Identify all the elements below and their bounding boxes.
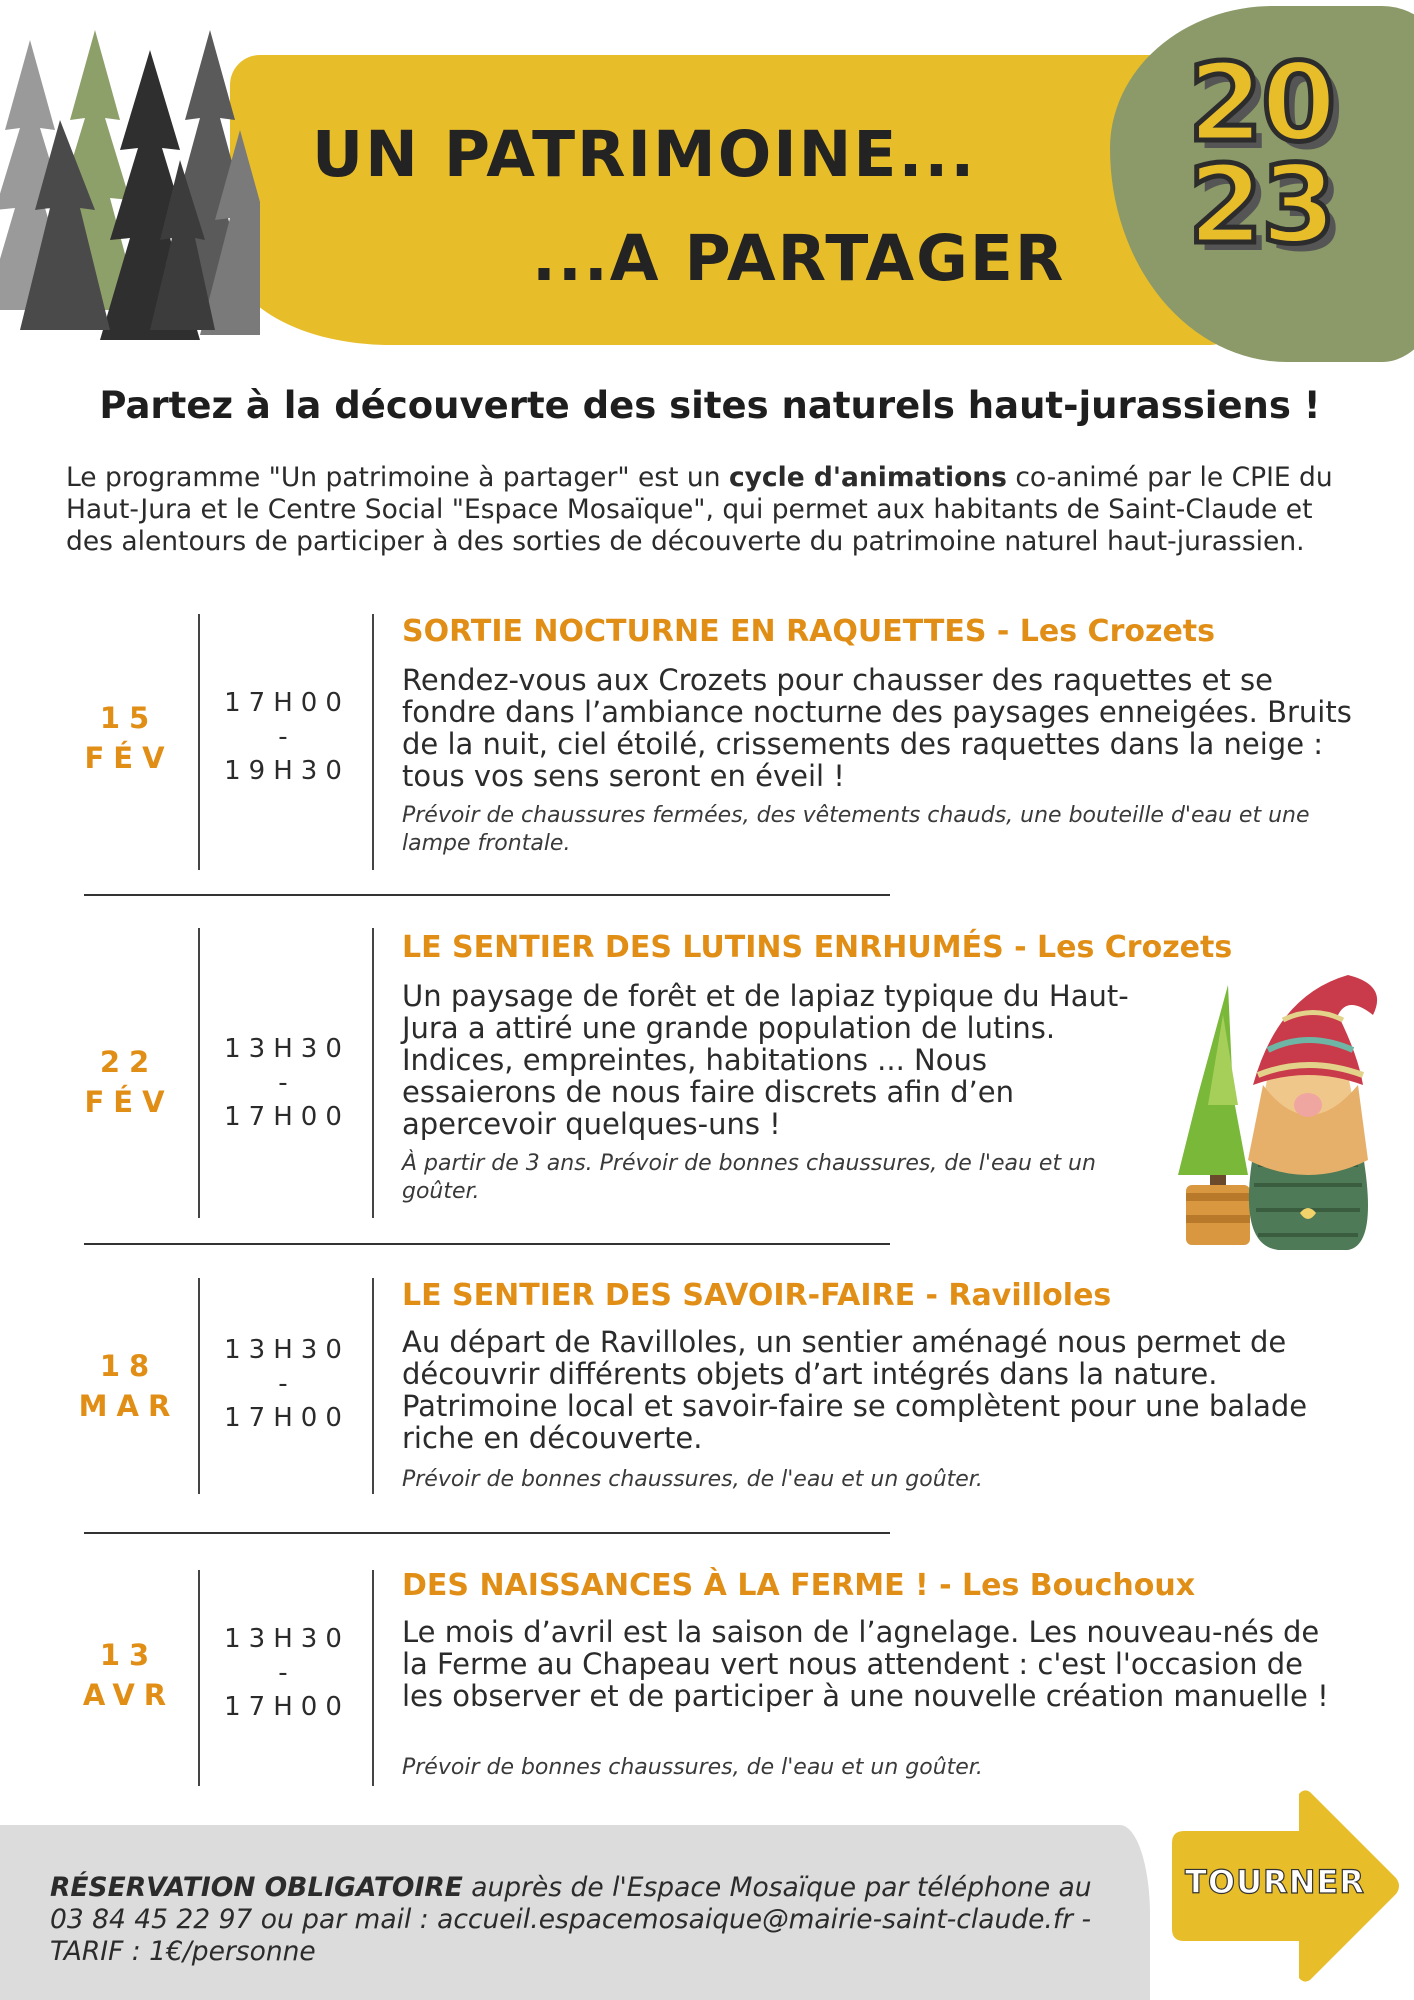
event-time	[212, 686, 362, 788]
separator	[84, 1243, 890, 1245]
year-top: 20	[1188, 41, 1335, 166]
event-note: À partir de 3 ans. Prévoir de bonnes chaussures, de l'eau et un goûter.	[402, 1151, 1096, 1204]
tree-icon	[0, 30, 260, 340]
event-date	[64, 1635, 194, 1715]
event-note: Prévoir de chaussures fermées, des vêtements chauds, une bouteille d'eau et une lampe frontale.	[402, 803, 1310, 856]
event-month: MAR	[78, 1389, 180, 1423]
divider	[198, 928, 200, 1218]
event-time	[212, 1333, 362, 1435]
reservation-info	[50, 1872, 1130, 1968]
page-title-line-2: ...A PARTAGER	[532, 222, 1066, 295]
intro-text-bold: cycle d'animations	[728, 462, 1007, 493]
event-description: Au départ de Ravilloles, un sentier aménagé nous permet de découvrir différents objets d’art intégrés dans la nature. Patrimoine local et savoir-faire se complètent pour une balade riche en découverte.	[402, 1325, 1308, 1455]
event-day: 18	[99, 1349, 159, 1383]
event-end-time: 17H00	[224, 1102, 350, 1132]
divider	[372, 928, 374, 1218]
event-date	[64, 698, 194, 778]
turn-page-button[interactable]: TOURNER	[1185, 1863, 1365, 1901]
event-title: LE SENTIER DES LUTINS ENRHUMÉS - Les Crozets	[402, 930, 1233, 965]
event-date	[64, 1346, 194, 1426]
intro-text-start: Le programme "Un patrimoine à partager" est un	[66, 462, 729, 493]
subtitle: Partez à la découverte des sites naturels haut-jurassiens !	[99, 384, 1321, 427]
fir-trees-illustration	[0, 10, 260, 345]
gnome-icon	[1178, 975, 1377, 1250]
reservation-label: RÉSERVATION OBLIGATOIRE	[50, 1872, 463, 1903]
event-date	[64, 1042, 194, 1122]
event-time	[212, 1032, 362, 1134]
event-start-time: 13H30	[224, 1034, 350, 1064]
year-bottom: 23	[1188, 143, 1335, 268]
event-end-time: 17H00	[224, 1692, 350, 1722]
gnome-illustration	[1158, 975, 1390, 1265]
event-day: 13	[99, 1638, 159, 1672]
event-note: Prévoir de bonnes chaussures, de l'eau et un goûter.	[402, 1467, 983, 1492]
event-description: Rendez-vous aux Crozets pour chausser des raquettes et se fondre dans l’ambiance nocturne des paysages enneigées. Bruits de la nuit, ciel étoilé, crissements des raquettes dans la neige : tous vos sens seront en éveil !	[402, 663, 1352, 793]
event-title: SORTIE NOCTURNE EN RAQUETTES - Les Crozets	[402, 614, 1215, 649]
divider	[198, 614, 200, 870]
event-end-time: 19H30	[224, 756, 350, 786]
separator	[84, 1532, 890, 1534]
divider	[372, 1278, 374, 1494]
event-start-time: 13H30	[224, 1335, 350, 1365]
event-time-dash: -	[278, 1369, 296, 1399]
event-description: Un paysage de forêt et de lapiaz typique du Haut-Jura a attiré une grande population de lutins. Indices, empreintes, habitations ... Nous essaierons de nous faire discrets afin d’en apercevoir quelques-uns !	[402, 979, 1129, 1141]
event-month: FÉV	[84, 1085, 174, 1119]
event-month: FÉV	[84, 741, 174, 775]
divider	[198, 1570, 200, 1786]
event-day: 15	[99, 701, 159, 735]
event-start-time: 17H00	[224, 688, 350, 718]
event-time	[212, 1622, 362, 1724]
event-title: LE SENTIER DES SAVOIR-FAIRE - Ravilloles	[402, 1278, 1112, 1313]
event-time-dash: -	[278, 722, 296, 752]
reservation-details: auprès de l'Espace Mosaïque par téléphone au 03 84 45 22 97 ou par mail : accueil.espacemosaique@mairie-saint-claude.fr - TARIF : 1€/personne	[50, 1872, 1092, 1967]
separator	[84, 894, 890, 896]
event-description: Le mois d’avril est la saison de l’agnelage. Les nouveau-nés de la Ferme au Chapeau vert nous attendent : c'est l'occasion de les observer et de participer à une nouvelle création manuelle !	[402, 1615, 1329, 1713]
page-title-line-1: UN PATRIMOINE...	[312, 118, 977, 191]
divider	[372, 614, 374, 870]
event-end-time: 17H00	[224, 1403, 350, 1433]
event-time-dash: -	[278, 1658, 296, 1688]
header-banner	[230, 55, 1250, 345]
divider	[198, 1278, 200, 1494]
event-note: Prévoir de bonnes chaussures, de l'eau et un goûter.	[402, 1755, 983, 1780]
divider	[372, 1570, 374, 1786]
event-time-dash: -	[278, 1068, 296, 1098]
intro-text-end: co-animé par le CPIE du Haut-Jura et le Centre Social "Espace Mosaïque", qui permet aux habitants de Saint-Claude et des alentours de participer à des sorties de découverte du patrimoine naturel haut-jurassien.	[66, 462, 1333, 557]
event-start-time: 13H30	[224, 1624, 350, 1654]
intro-paragraph	[66, 462, 1356, 558]
event-day: 22	[99, 1045, 159, 1079]
event-title: DES NAISSANCES À LA FERME ! - Les Bouchoux	[402, 1568, 1196, 1603]
event-month: AVR	[82, 1678, 176, 1712]
